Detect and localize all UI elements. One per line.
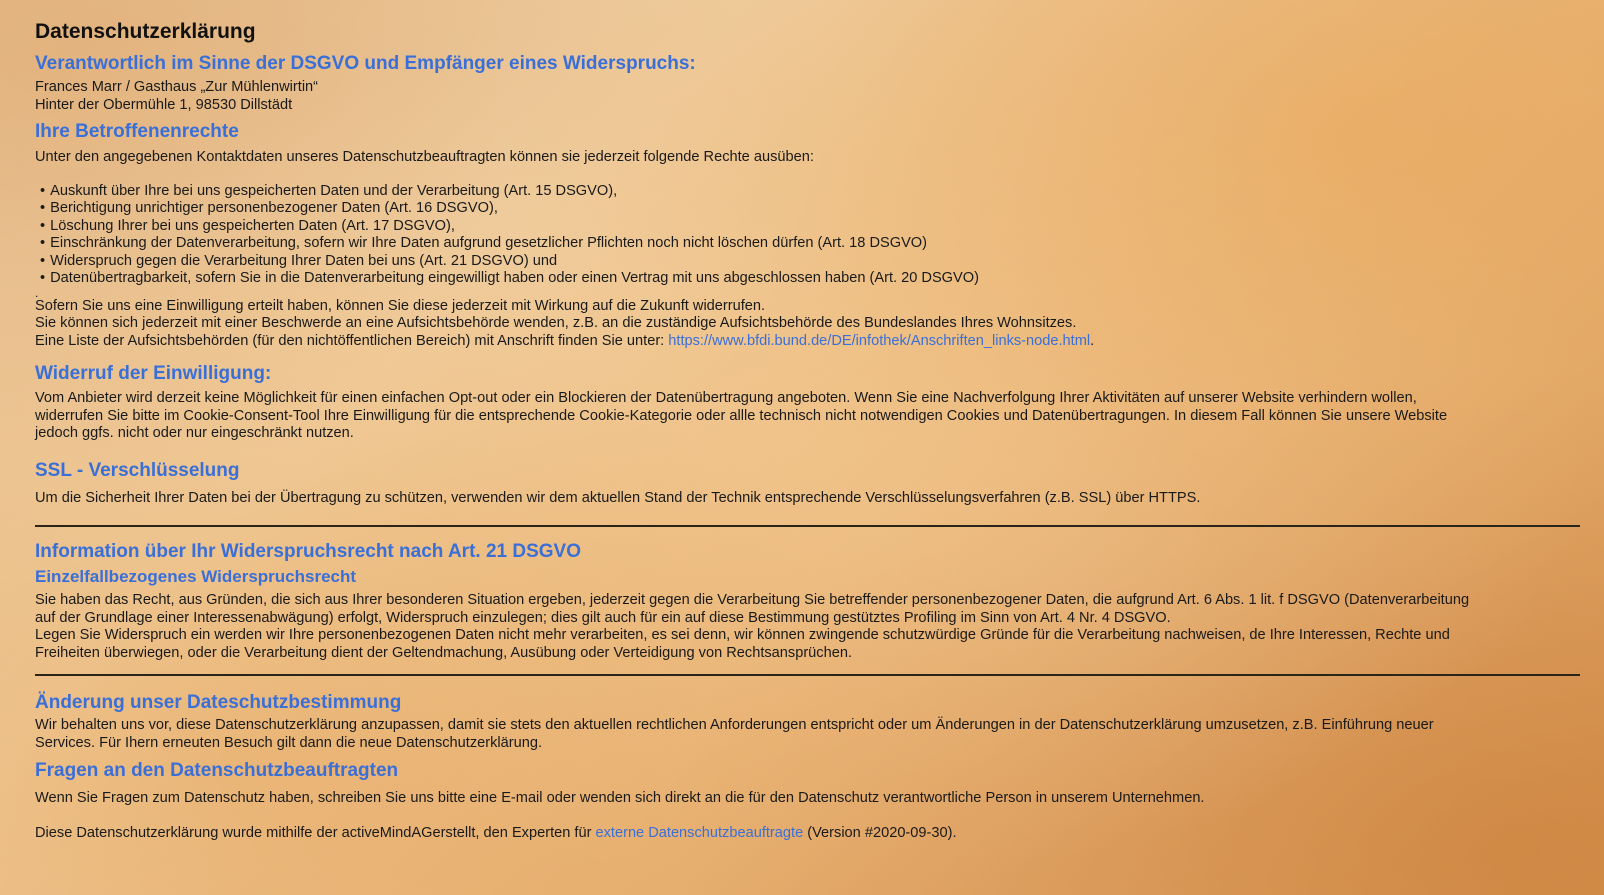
changes-heading: Änderung unser Dateschutzbestimmung xyxy=(35,692,402,713)
privacy-policy xyxy=(35,18,1580,842)
divider xyxy=(35,674,1580,676)
page-title: Datenschutzerklärung xyxy=(35,20,256,43)
changes-section xyxy=(35,690,1580,752)
footer-prefix: Diese Datenschutzerklärung wurde mithilfe der activeMindAGerstellt, den Experten für xyxy=(35,824,596,841)
objection-text-line: auf der Grundlage einer Interessenabwägung) erfolgt, Widerspruch einzulegen; dies gilt auch für ein auf diese Bestimmung gestütztes Profiling im Sinn von Art. 4 Nr. 4 DSGVO. xyxy=(35,609,1171,626)
external-dpo-link[interactable]: externe Datenschutzbeauftragte xyxy=(595,824,804,841)
footer-note xyxy=(35,825,1580,843)
list-item: • Datenübertragbarkeit, sofern Sie in die Datenverarbeitung eingewilligt haben oder einen Vertrag mit uns abgeschlossen haben (Art. 20 DSGVO) xyxy=(40,270,1580,288)
list-item: • Berichtigung unrichtiger personenbezogener Daten (Art. 16 DSGVO), xyxy=(40,200,1580,218)
changes-text-line: Services. Für Ihern erneuten Besuch gilt dann die neue Datenschutzerklärung. xyxy=(35,734,543,751)
responsible-name: Frances Marr / Gasthaus „Zur Mühlenwirtin“ xyxy=(35,79,319,95)
complaint-text: Sie können sich jederzeit mit einer Beschwerde an eine Aufsichtsbehörde wenden, z.B. an die zuständige Aufsichtsbehörde des Bundeslandes Ihres Wohnsitzes. xyxy=(35,315,1077,331)
objection-text-line: Sie haben das Recht, aus Gründen, die sich aus Ihrer besonderen Situation ergeben, jederzeit gegen die Verarbeitung Sie betreffender personenbezogener Daten, die aufgrund Art. 6 Abs. 1 lit. f DSGVO (Datenverarbeitung xyxy=(35,592,1470,608)
objection-subheading: Einzelfallbezogenes Widerspruchsrecht xyxy=(35,567,357,586)
withdrawal-text-line: Vom Anbieter wird derzeit keine Möglichkeit für einen einfachen Opt-out oder ein Blockieren der Datenübertragung angeboten. Wenn Sie eine Nachverfolgung Ihrer Aktivitäten auf unserer Website verhindern wollen, xyxy=(35,390,1417,406)
rights-list xyxy=(35,183,1580,288)
list-item: • Löschung Ihrer bei uns gespeicherten Daten (Art. 17 DSGVO), xyxy=(40,218,1580,236)
objection-section xyxy=(35,539,1580,662)
responsible-section xyxy=(35,51,1580,114)
withdrawal-text-line: jedoch ggfs. nicht oder nur eingeschränkt nutzen. xyxy=(35,425,354,441)
authority-list-prefix: Eine Liste der Aufsichtsbehörden (für den nichtöffentlichen Bereich) mit Anschrift finden Sie unter: xyxy=(35,332,669,349)
divider xyxy=(35,525,1580,527)
authority-list-text xyxy=(35,333,1580,351)
changes-text-line: Wir behalten uns vor, diese Datenschutzerklärung anzupassen, damit sie stets den aktuellen rechtlichen Anforderungen entspricht oder um Änderungen in der Datenschutzerklärung umzusetzen, z.B. Einführung neuer xyxy=(35,717,1434,733)
objection-text-line: Legen Sie Widerspruch ein werden wir Ihre personenbezogenen Daten nicht mehr verarbeiten, es sei denn, wir können zwingende schutzwürdige Gründe für die Verarbeitung nachweisen, de Ihre Interessen, Rechte und xyxy=(35,627,1450,643)
revoke-text: Sofern Sie uns eine Einwilligung erteilt haben, können Sie diese jederzeit mit Wirkung auf die Zukunft widerrufen. xyxy=(35,297,766,314)
rights-section xyxy=(35,119,1580,350)
ssl-heading: SSL - Verschlüsselung xyxy=(35,459,240,481)
objection-text-line: Freiheiten überwiegen, oder die Verarbeitung dient der Geltendmachung, Ausübung oder Verteidigung von Rechtsansprüchen. xyxy=(35,644,852,661)
list-item: • Auskunft über Ihre bei uns gespeicherten Daten und der Verarbeitung (Art. 15 DSGVO), xyxy=(40,183,1580,201)
responsible-address: Hinter der Obermühle 1, 98530 Dillstädt xyxy=(35,96,293,113)
rights-intro: Unter den angegebenen Kontaktdaten unseres Datenschutzbeauftragten können sie jederzeit folgende Rechte ausüben: xyxy=(35,149,814,165)
questions-section xyxy=(35,758,1580,842)
footer-suffix: (Version #2020-09-30). xyxy=(803,824,957,841)
authority-list-suffix: . xyxy=(1090,332,1095,349)
ssl-text: Um die Sicherheit Ihrer Daten bei der Übertragung zu schützen, verwenden wir dem aktuellen Stand der Technik entsprechende Verschlüsselungsverfahren (z.B. SSL) über HTTPS. xyxy=(35,489,1201,506)
withdrawal-section xyxy=(35,361,1580,443)
objection-heading: Information über Ihr Widerspruchsrecht nach Art. 21 DSGVO xyxy=(35,541,581,562)
list-item: • Einschränkung der Datenverarbeitung, sofern wir Ihre Daten aufgrund gesetzlicher Pflichten noch nicht löschen dürfen (Art. 18 DSGVO) xyxy=(40,235,1580,253)
withdrawal-heading: Widerruf der Einwilligung: xyxy=(35,363,272,384)
withdrawal-text-line: widerrufen Sie bitte im Cookie-Consent-Tool Ihre Einwilligung für die entsprechende Cookie-Kategorie oder allle technisch nicht notwendigen Cookies und Datenübertragungen. In diesem Fall können Sie unsere Website xyxy=(35,407,1448,424)
stray-dot: . xyxy=(35,285,39,300)
authority-list-link[interactable]: https://www.bfdi.bund.de/DE/infothek/Anschriften_links-node.html xyxy=(668,332,1091,349)
ssl-section xyxy=(35,458,1580,508)
rights-heading: Ihre Betroffenenrechte xyxy=(35,121,239,142)
questions-heading: Fragen an den Datenschutzbeauftragten xyxy=(35,760,399,781)
questions-text: Wenn Sie Fragen zum Datenschutz haben, schreiben Sie uns bitte eine E-mail oder wenden sich direkt an die für den Datenschutz verantwortliche Person in unserem Unternehmen. xyxy=(35,790,1205,806)
list-item: • Widerspruch gegen die Verarbeitung Ihrer Daten bei uns (Art. 21 DSGVO) und xyxy=(40,253,1580,271)
responsible-heading: Verantwortlich im Sinne der DSGVO und Empfänger eines Widerspruchs: xyxy=(35,53,696,74)
